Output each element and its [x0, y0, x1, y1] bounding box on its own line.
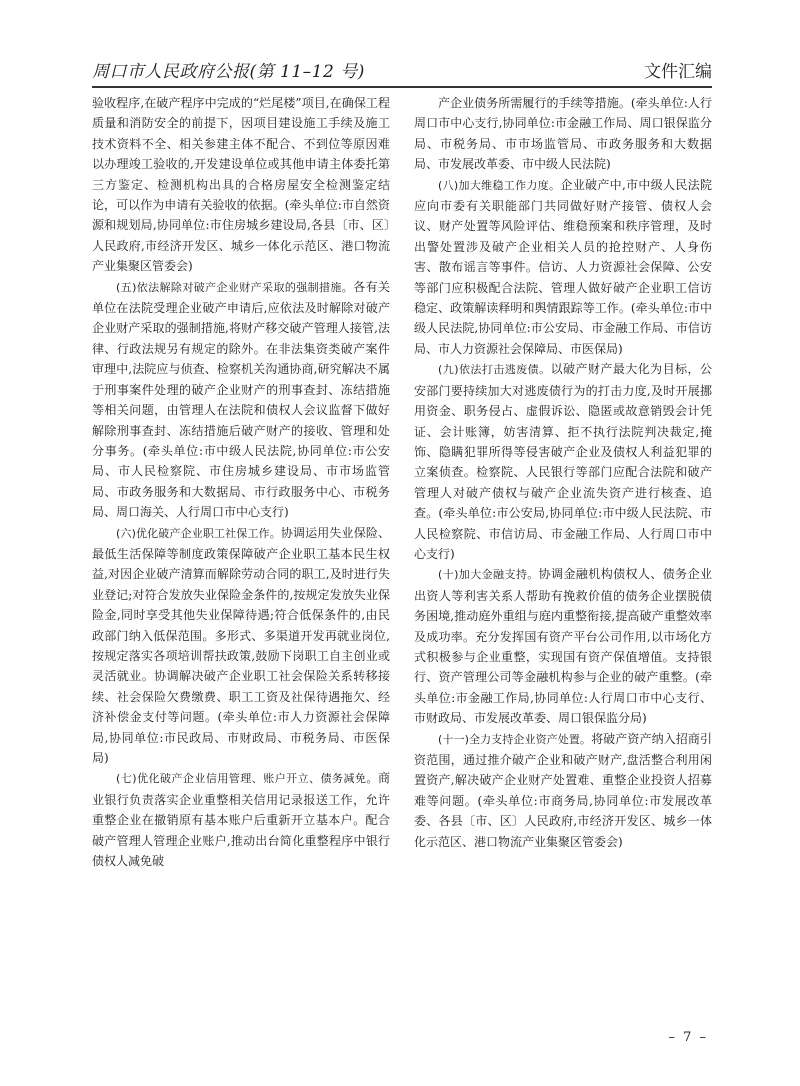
paragraph-heading: (八)加大维稳工作力度。	[438, 178, 561, 192]
article-body	[92, 93, 712, 1013]
section-label: 文件汇编	[644, 62, 712, 82]
paragraph: (八)加大维稳工作力度。企业破产中,市中级人民法院应向市委有关职能部门共同做好财产接管、债权人会议、财产处置等风险评估、维稳预案和秩序管理，及时出警处置涉及破产企业相关人员的抢控财产、人身伤害、散布谣言等事件。信访、人力资源社会保障、公安等部门应积极配合法院、管理人做好破产企业职工信访稳定、政策解读释明和舆情跟踪等工作。(牵头单位:市中级人民法院,协同单位:市公安局、市金融工作局、市信访局、市人力资源社会保障局、市医保局)	[414, 177, 712, 356]
paragraph-heading: (六)优化破产企业职工社保工作。	[116, 526, 281, 540]
paragraph-heading: (十一)全力支持企业资产处置。	[438, 732, 592, 746]
paragraph: (五)依法解除对破产企业财产采取的强制措施。各有关单位在法院受理企业破产申请后,应依法及时解除对破产企业财产采取的强制措施,将财产移交破产管理人接管,法律、行政法规另有规定的除外。在非法集资类破产案件审理中,法院应与侦查、检察机关沟通协商,研究解决不属于刑事案件处理的破产企业财产的刑事查封、冻结措施等相关问题，由管理人在法院和债权人会议监督下做好解除刑事查封、冻结措施后破产财产的接收、管理和处分事务。(牵头单位:市中级人民法院,协同单位:市公安局、市人民检察院、市住房城乡建设局、市市场监管局、市政务服务和大数据局、市行政服务中心、市税务局、周口海关、人行周口市中心支行)	[92, 279, 390, 520]
paragraph: (六)优化破产企业职工社保工作。协调运用失业保险、最低生活保障等制度政策保障破产企业职工基本民生权益,对因企业破产清算而解除劳动合同的职工,及时进行失业登记;对符合发放失业保险金条件的,按规定发放失业保险金,同时享受其他失业保障待遇;符合低保条件的,由民政部门纳入低保范围。多形式、多渠道开发再就业岗位,按规定落实各项培训帮扶政策,鼓励下岗职工自主创业或灵活就业。协调解决破产企业职工社会保险关系转移接续、社会保险欠费缴费、职工工资及社保待遇拖欠、经济补偿金支付等问题。(牵头单位:市人力资源社会保障局,协同单位:市民政局、市财政局、市税务局、市医保局)	[92, 525, 390, 765]
paragraph-heading: (七)优化破产企业信用管理、账户开立、债务减免。	[116, 772, 378, 786]
left-column	[92, 93, 390, 1013]
paragraph-heading: (十)加大金融支持。	[438, 568, 539, 582]
page-number: – 7 –	[668, 1030, 708, 1045]
journal-title: 周口市人民政府公报(第 11–12 号)	[92, 62, 365, 82]
paragraph: (九)依法打击逃废债。以破产财产最大化为目标，公安部门要持续加大对逃废债行为的打击力度,及时开展挪用资金、职务侵占、虚假诉讼、隐匿或故意销毁会计凭证、会计账簿，妨害清算、拒不执行法院判决裁定,掩饰、隐瞒犯罪所得等侵害破产企业及债权人利益犯罪的立案侦查。检察院、人民银行等部门应配合法院和破产管理人对破产债权与破产企业流失资产进行核查、追查。(牵头单位:市公安局,协同单位:市中级人民法院、市人民检察院、市信访局、市金融工作局、人行周口市中心支行)	[414, 362, 712, 561]
paragraph: (十一)全力支持企业资产处置。将破产资产纳入招商引资范围，通过推介破产企业和破产财产,盘活整合利用闲置资产,解决破产企业财产处置难、重整企业投资人招募难等问题。(牵头单位:市商务局,协同单位:市发展改革委、各县〔市、区〕人民政府,市经济开发区、城乡一体化示范区、港口物流产业集聚区管委会)	[414, 731, 712, 849]
paragraph: 产企业债务所需履行的手续等措施。(牵头单位:人行周口市中心支行,协同单位:市金融工作局、周口银保监分局、市税务局、市市场监管局、市政务服务和大数据局、市发展改革委、市中级人民法院)	[414, 96, 712, 172]
paragraph-heading: (五)依法解除对破产企业财产采取的强制措施。	[116, 280, 354, 294]
paragraph: (七)优化破产企业信用管理、账户开立、债务减免。商业银行负责落实企业重整相关信用记录报送工作，允许重整企业在撤销原有基本账户后重新开立基本户。配合破产管理人管理企业账户,推动出台简化重整程序中银行债权人减免破	[92, 771, 390, 869]
paragraph-heading: (九)依法打击逃废债。	[438, 363, 551, 377]
paragraph: (十)加大金融支持。协调金融机构债权人、债务企业出资人等利害关系人帮助有挽救价值的债务企业摆脱债务困境,推动庭外重组与庭内重整衔接,提高破产重整效率及成功率。充分发挥国有资产平台公司作用,以市场化方式积极参与企业重整，实现国有资产保值增值。支持银行、资产管理公司等金融机构参与企业的破产重整。(牵头单位:市金融工作局,协同单位:人行周口市中心支行、市财政局、市发展改革委、周口银保监分局)	[414, 567, 712, 726]
right-column	[414, 93, 712, 1013]
page-header	[92, 56, 712, 88]
paragraph: 验收程序,在破产程序中完成的“烂尾楼”项目,在确保工程质量和消防安全的前提下，因项目建设施工手续及施工技术资料不全、相关参建主体不配合、不到位等原因难以办理竣工验收的,开发建设单位或其他申请主体委托第三方鉴定、检测机构出具的合格房屋安全检测鉴定结论，可以作为申请有关验收的依据。(牵头单位:市自然资源和规划局,协同单位:市住房城乡建设局,各县〔市、区〕人民政府,市经济开发区、城乡一体化示范区、港口物流产业集聚区管委会)	[92, 96, 390, 274]
